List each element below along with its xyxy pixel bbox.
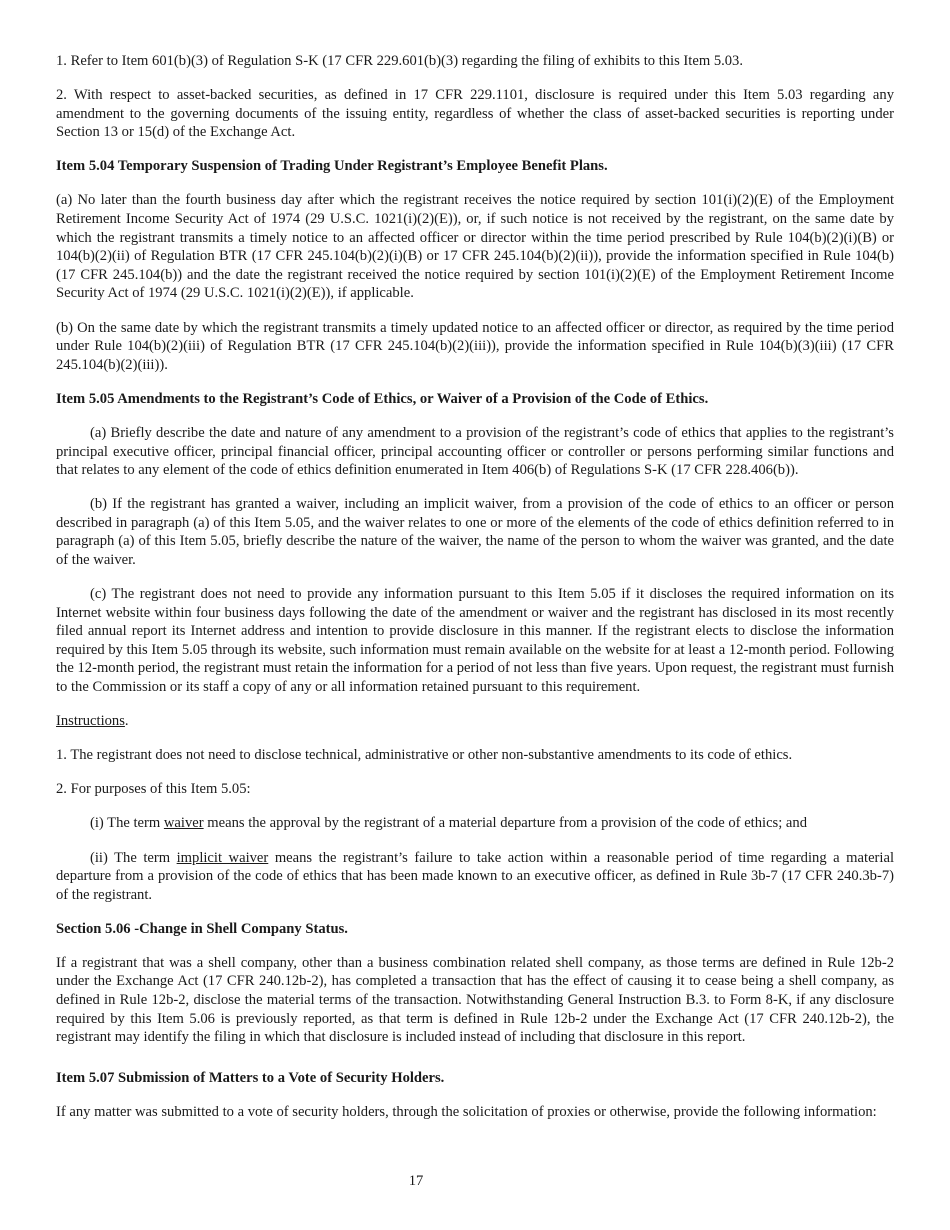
item-5-05-paragraph-a: (a) Briefly describe the date and nature of any amendment to a provision of the registrant’s code of ethics that applies to the registrant’s principal executive officer, principal financial officer, principal accounting officer or controller or persons performing similar functions and that relates to any element of the code of ethics definition enumerated in Item 406(b) of Regulations S-K (17 CFR 228.406(b)). <box>56 424 894 479</box>
definition-waiver-prefix: (i) The term <box>90 815 164 832</box>
instructions-period: . <box>124 713 129 730</box>
section-5-06-paragraph: If a registrant that was a shell company, other than a business combination related shell company, as those terms are defined in Rule 12b-2 under the Exchange Act (17 CFR 240.12b-2), has completed a transaction that has the effect of causing it to cease being a shell company, as defined in Rule 12b-2, disclose the material terms of the transaction. Notwithstanding General Instruction B.3. to Form 8-K, if any disclosure required by this Item 5.06 is previously reported, as that term is defined in Rule 12b-2 under the Exchange Act (17 CFR 240.12b-2), the registrant may identify the filing in which that disclosure is included instead of including that disclosure in this report. <box>56 954 894 1046</box>
definition-waiver-text: means the approval by the registrant of a material departure from a provision of the code of ethics; and <box>203 815 808 832</box>
definition-waiver <box>56 814 894 833</box>
item-5-07-heading: Item 5.07 Submission of Matters to a Vote of Security Holders. <box>56 1069 445 1086</box>
instruction-1-item-5-03: 1. Refer to Item 601(b)(3) of Regulation S-K (17 CFR 229.601(b)(3) regarding the filing of exhibits to this Item 5.03. <box>56 53 744 69</box>
definition-implicit-waiver <box>56 849 894 905</box>
section-5-06-heading: Section 5.06 -Change in Shell Company Status. <box>56 920 348 937</box>
item-5-05-instruction-1: 1. The registrant does not need to disclose technical, administrative or other non-substantive amendments to its code of ethics. <box>56 747 793 764</box>
item-5-07-paragraph: If any matter was submitted to a vote of security holders, through the solicitation of proxies or otherwise, provide the following information: <box>56 1103 877 1120</box>
definition-implicit-waiver-prefix: (ii) The term <box>90 849 177 866</box>
instructions-label <box>56 712 894 731</box>
item-5-05-paragraph-c: (c) The registrant does not need to provide any information pursuant to this Item 5.05 if it discloses the required information on its Internet website within four business days following the date of the amendment or waiver and the registrant has disclosed in its most recently filed annual report its Internet address and intention to provide disclosure in this manner. If the registrant elects to disclose the information required by this Item 5.05 through its website, such information must remain available on the website for at least a 12-month period. Following the 12-month period, the registrant must retain the information for a period of not less than five years. Upon request, the registrant must furnish to the Commission or its staff a copy of any or all information retained pursuant to this requirement. <box>56 586 894 696</box>
term-waiver: waiver <box>163 815 204 832</box>
instructions-word: Instructions <box>56 713 125 730</box>
item-5-04-paragraph-a: (a) No later than the fourth business day after which the registrant receives the notice required by section 101(i)(2)(E) of the Employment Retirement Income Security Act of 1974 (29 U.S.C. 1021(i)(2)(E)), or, if such notice is not received by the registrant, on the same date by which the registrant transmits a timely notice to an affected officer or director within the time period prescribed by Rule 104(b)(2)(i)(B) or 104(b)(2)(ii) of Regulation BTR (17 CFR 245.104(b)(2)(i)(B) or 17 CFR 245.104(b)(2)(ii)), provide the information specified in Rule 104(b) (17 CFR 245.104(b)) and the date the registrant received the notice required by section 101(i)(2)(E) of the Employment Retirement Income Security Act of 1974 (29 U.S.C. 1021(i)(2)(E)), if applicable. <box>56 192 894 302</box>
instruction-2-item-5-03: 2. With respect to asset-backed securities, as defined in 17 CFR 229.1101, disclosure is required under this Item 5.03 regarding any amendment to the governing documents of the issuing entity, regardless of whether the class of asset-backed securities is reporting under Section 13 or 15(d) of the Exchange Act. <box>56 87 894 141</box>
item-5-04-heading: Item 5.04 Temporary Suspension of Trading Under Registrant’s Employee Benefit Plans. <box>56 158 608 175</box>
definition-implicit-waiver-text: means the registrant’s failure to take action within a reasonable period of time regarding a material departure from a provision of the code of ethics that has been made known to an executive officer, as defined in Rule 3b-7 (17 CFR 240.3b-7) of the registrant. <box>56 849 894 903</box>
item-5-05-paragraph-b: (b) If the registrant has granted a waiver, including an implicit waiver, from a provision of the code of ethics to an officer or person described in paragraph (a) of this Item 5.05, and the waiver relates to one or more of the elements of the code of ethics definition referred to in paragraph (a) of this Item 5.05, briefly describe the nature of the waiver, the name of the person to whom the waiver was granted, and the date of the waiver. <box>56 496 894 568</box>
item-5-05-heading: Item 5.05 Amendments to the Registrant’s Code of Ethics, or Waiver of a Provision of the Code of Ethics. <box>56 390 709 407</box>
item-5-05-instruction-2: 2. For purposes of this Item 5.05: <box>56 781 251 798</box>
document-page <box>56 52 894 1137</box>
item-5-04-paragraph-b: (b) On the same date by which the registrant transmits a timely updated notice to an affected officer or director, as required by the time period under Rule 104(b)(2)(iii) of Regulation BTR (17 CFR 245.104(b)(2)(iii)), provide the information specified in Rule 104(b)(3)(iii) (17 CFR 245.104(b)(2)(iii)). <box>56 319 894 373</box>
page-number: 17 <box>408 1173 424 1189</box>
term-implicit-waiver: implicit waiver <box>176 849 269 866</box>
